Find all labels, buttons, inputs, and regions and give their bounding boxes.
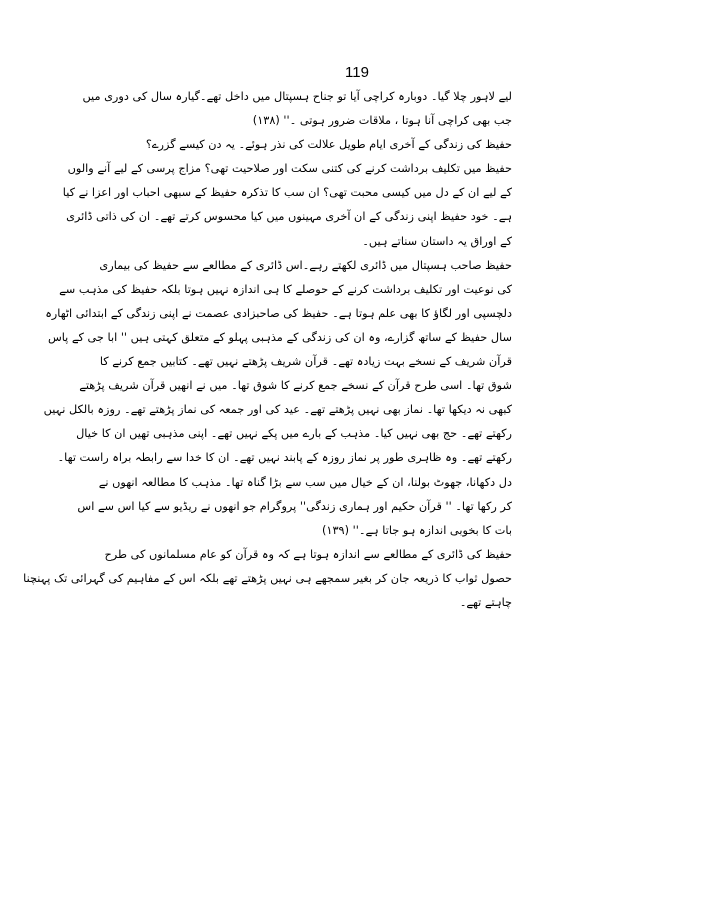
text-line: کر رکھا تھا۔ '' قرآن حکیم اور ہماری زندگی'' پروگرام جو انھوں نے ریڈیو سے کیا اس سے اس xyxy=(77,499,512,513)
text-line: رکھتے تھے۔ حج بھی نہیں کیا۔ مذہب کے بارے میں پکے نہیں تھے۔ اپنی مذہبی تھیں ان کا خیال xyxy=(76,427,512,441)
text-line: کے لیے ان کے دل میں کیسی محبت تھی؟ ان سب کا تذکرہ حفیظ کے سبھی احباب اور اعزا نے کیا xyxy=(62,186,512,200)
text-line: حصول ثواب کا ذریعہ جان کر بغیر سمجھے ہی نہیں پڑھتے تھے بلکہ اس کے مفاہیم کی گہرائی تک پہنچنا xyxy=(23,571,512,585)
text-line: کے اوراق یہ داستان سناتے ہیں۔ xyxy=(362,234,512,248)
text-line: دل دکھانا، جھوٹ بولنا، ان کے خیال میں سب سے بڑا گناہ تھا۔ مذہب کا مطالعہ انھوں نے xyxy=(98,475,512,489)
text-line: ہے۔ خود حفیظ اپنی زندگی کے ان آخری مہینوں میں کیا محسوس کرتے تھے۔ ان کی ذاتی ڈائری xyxy=(66,210,512,224)
text-line: حفیظ صاحب ہسپتال میں ڈائری لکھتے رہے۔اس ڈائری کے مطالعے سے حفیظ کی بیماری xyxy=(99,258,512,272)
body-text xyxy=(23,85,512,615)
text-line: لیے لاہور چلا گیا۔ دوبارہ کراچی آیا تو جناح ہسپتال میں داخل تھے۔گیارہ سال کی دوری میں xyxy=(82,90,512,103)
text-line: کی نوعیت اور تکلیف برداشت کرنے کے حوصلے کا ہی اندازہ نہیں ہوتا بلکہ حفیظ کی مذہب سے xyxy=(59,282,512,296)
text-line: حفیظ کی ڈائری کے مطالعے سے اندازہ ہوتا ہے کہ وہ قرآن کو عام مسلمانوں کی طرح xyxy=(104,547,512,561)
text-line: بات کا بخوبی اندازہ ہو جاتا ہے۔'' (۱۳۹) xyxy=(321,523,512,537)
text-line: چاہتے تھے۔ xyxy=(459,595,512,609)
text-line: دلچسپی اور لگاؤ کا بھی علم ہوتا ہے۔ حفیظ کی صاحبزادی عصمت نے اپنی زندگی کے ابتدائی اٹھارہ xyxy=(45,306,512,320)
page-number: 119 xyxy=(345,64,369,81)
text-line: رکھتے تھے۔ وہ ظاہری طور پر نماز روزہ کے پابند نہیں تھے۔ ان کا خدا سے رابطہ براہ راست تھا۔ xyxy=(57,451,512,465)
text-line: حفیظ کی زندگی کے آخری ایام طویل علالت کی نذر ہوئے۔ یہ دن کیسے گزرے؟ xyxy=(145,138,512,152)
text-line: شوق تھا۔ اسی طرح قرآن کے نسخے جمع کرنے کا شوق تھا۔ میں نے انھیں قرآن شریف پڑھتے xyxy=(79,379,512,393)
text-line: قرآن شریف کے نسخے بہت زیادہ تھے۔ قرآن شریف پڑھتے نہیں تھے۔ کتابیں جمع کرنے کا xyxy=(99,355,512,369)
text-line: کبھی نہ دیکھا تھا۔ نماز بھی نہیں پڑھتے تھے۔ عید کی اور جمعہ کی نماز پڑھتے تھے۔ روزہ بالکل نہیں xyxy=(43,403,512,417)
text-line: سال حفیظ کے ساتھ گزارے، وہ ان کی زندگی کے مذہبی پہلو کے متعلق کہتی ہیں '' ابا جی کے پاس xyxy=(47,330,512,344)
text-line: جب بھی کراچی آنا ہوتا ، ملاقات ضرور ہوتی ۔'' (۱۳۸) xyxy=(252,114,512,128)
text-line: حفیظ میں تکلیف برداشت کرنے کی کتنی سکت اور صلاحیت تھی؟ مزاج پرسی کے لیے آنے والوں xyxy=(67,162,512,176)
